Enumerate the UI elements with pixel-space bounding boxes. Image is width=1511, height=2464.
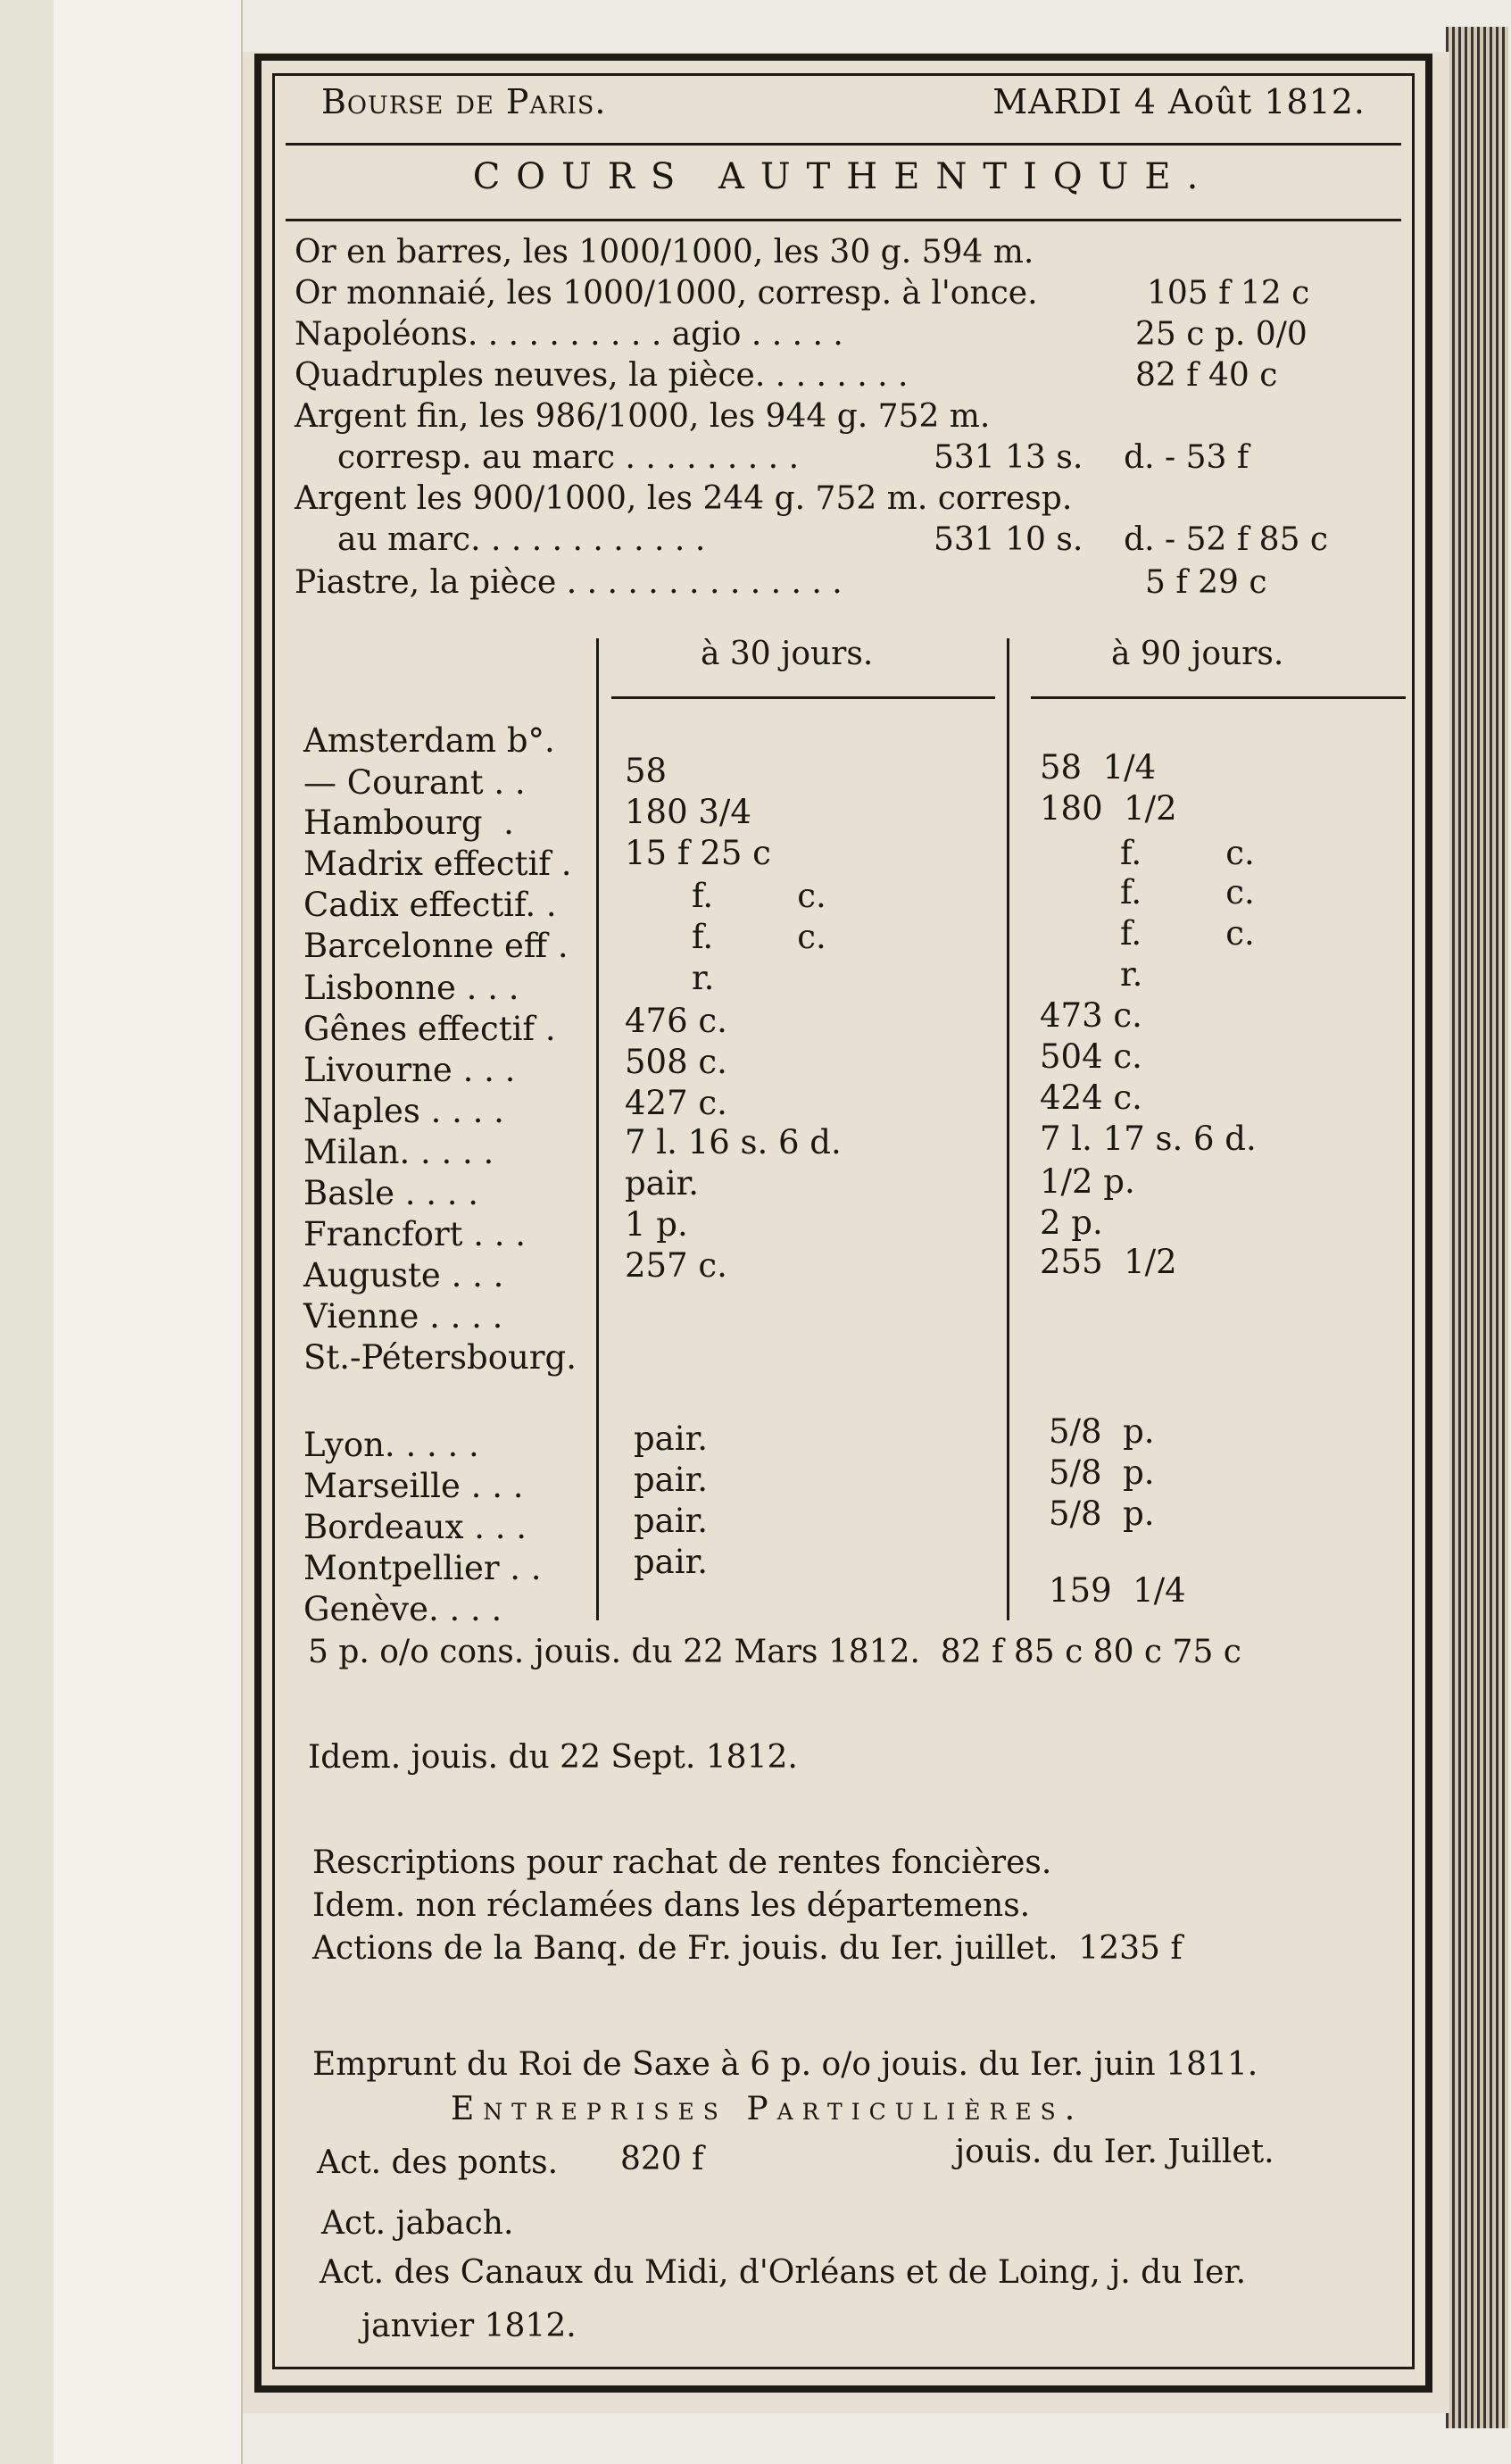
exchange-rate-30: 180 3/4 <box>625 793 751 831</box>
metal-line: au marc. . . . . . . . . . . . 531 10 s. d. - 52 f 85 c <box>337 521 1329 558</box>
exchange-place: Hambourg . <box>303 803 514 842</box>
exchange-rate-30: f. c. <box>692 918 826 956</box>
exchange-place: Marseille . . . <box>303 1467 524 1505</box>
exchange-place: Amsterdam b°. <box>303 721 555 760</box>
exchange-place: Montpellier . . <box>303 1549 542 1587</box>
exchange-place: Naples . . . . <box>303 1092 504 1130</box>
title-rule <box>286 219 1401 221</box>
metal-value: 82 f 40 c <box>1135 357 1278 394</box>
exchange-rate-90: r. <box>1120 955 1143 994</box>
column-rule-30 <box>611 696 995 699</box>
metal-line: Napoléons. . . . . . . . . . agio . . . . . 25 c p. 0/0 <box>295 316 1308 353</box>
exchange-place: Madrix effectif . <box>303 845 572 883</box>
section-heading: Entreprises Particulières. <box>451 2091 1084 2127</box>
exchange-place: Milan. . . . . <box>303 1133 494 1171</box>
exchange-place: — Courant . . <box>303 763 526 802</box>
rente-line: 5 p. o/o cons. jouis. du 22 Mars 1812. 82 f 85 c 80 c 75 c <box>308 1634 1241 1670</box>
exchange-rate-90: 159 1/4 <box>1049 1571 1186 1610</box>
exchange-place: Genève. . . . <box>303 1590 502 1628</box>
exchange-place: Gênes effectif . <box>303 1010 556 1048</box>
book-binding <box>0 0 54 2464</box>
header-date: MARDI 4 Août 1812. <box>992 82 1366 121</box>
metal-line: Argent les 900/1000, les 244 g. 752 m. corresp. <box>295 480 1073 517</box>
exchange-rate-30: 508 c. <box>625 1043 727 1081</box>
exchange-rate-30: pair. <box>634 1419 708 1458</box>
exchange-rate-30: pair. <box>634 1543 708 1581</box>
exchange-rate-30: 1 p. <box>625 1205 688 1244</box>
canaux-line-2: janvier 1812. <box>361 2308 577 2344</box>
exchange-rate-90: 7 l. 17 s. 6 d. <box>1040 1120 1257 1158</box>
exchange-rate-90: 1/2 p. <box>1040 1162 1135 1201</box>
exchange-place: Auguste . . . <box>303 1256 504 1294</box>
rente-line: Actions de la Banq. de Fr. jouis. du Ier. juillet. 1235 f <box>312 1930 1183 1967</box>
metal-value: 25 c p. 0/0 <box>1135 316 1308 353</box>
column-divider <box>596 638 599 1620</box>
metal-value: 531 13 s. d. - 53 f <box>934 439 1249 476</box>
exchange-rate-30: 7 l. 16 s. 6 d. <box>625 1123 842 1161</box>
page-header <box>321 82 1366 127</box>
exchange-rate-90: f. c. <box>1120 873 1255 912</box>
metal-line: Argent fin, les 986/1000, les 944 g. 752 m. <box>295 398 991 435</box>
exchange-place: Basle . . . . <box>303 1174 479 1212</box>
exchange-rate-90: 504 c. <box>1040 1037 1142 1076</box>
exchange-rate-30: 257 c. <box>625 1246 727 1285</box>
exchange-rate-30: pair. <box>634 1502 708 1540</box>
exchange-place: Vienne . . . . <box>303 1297 503 1336</box>
page-edges <box>1446 27 1508 2428</box>
exchange-rate-30: 15 f 25 c <box>625 834 771 872</box>
exchange-rate-90: 424 c. <box>1040 1078 1142 1117</box>
binding-strip <box>54 0 243 2464</box>
exchange-rate-30: 58 <box>625 752 668 790</box>
exchange-place: Lisbonne . . . <box>303 969 519 1007</box>
exchange-rate-90: 5/8 p. <box>1049 1412 1155 1451</box>
exchange-place: Barcelonne eff . <box>303 927 569 965</box>
header-title: Bourse de Paris. <box>321 82 607 121</box>
exchange-rate-90: 58 1/4 <box>1040 748 1157 787</box>
metal-line: Piastre, la pièce . . . . . . . . . . . . . . 5 f 29 c <box>295 564 1267 601</box>
exchange-rate-30: pair. <box>625 1164 699 1203</box>
rente-line: Rescriptions pour rachat de rentes foncières. <box>312 1844 1052 1881</box>
exchange-rate-30: pair. <box>634 1461 708 1499</box>
exchange-rate-90: f. c. <box>1120 834 1255 872</box>
exchange-rate-30: 476 c. <box>625 1002 727 1040</box>
metal-line: Or en barres, les 1000/1000, les 30 g. 594 m. <box>295 234 1034 271</box>
exchange-rate-30: 427 c. <box>625 1084 727 1122</box>
canaux-line: Act. des Canaux du Midi, d'Orléans et de Loing, j. du Ier. <box>320 2254 1247 2291</box>
exchange-place: Lyon. . . . . <box>303 1426 479 1464</box>
exchange-rate-90: 180 1/2 <box>1040 789 1177 828</box>
column-header-30-days: à 30 jours. <box>701 636 874 672</box>
page-title: COURS AUTHENTIQUE. <box>472 156 1215 197</box>
metal-line: corresp. au marc . . . . . . . . . 531 13 s. d. - 53 f <box>337 439 1249 476</box>
rente-line: Idem. non réclamées dans les départemens. <box>312 1887 1031 1924</box>
exchange-rate-90: 473 c. <box>1040 996 1142 1035</box>
exchange-place: Bordeaux . . . <box>303 1508 527 1546</box>
exchange-rate-90: f. c. <box>1120 914 1255 953</box>
header-rule <box>286 143 1401 146</box>
exchange-place: Cadix effectif. . <box>303 886 557 924</box>
exchange-rate-90: 255 1/2 <box>1040 1243 1177 1281</box>
exchange-place: Francfort . . . <box>303 1215 527 1253</box>
ponts-jouis: jouis. du Ier. Juillet. <box>955 2134 1274 2170</box>
exchange-rate-90: 2 p. <box>1040 1203 1103 1242</box>
column-divider <box>1007 638 1009 1620</box>
exchange-rate-30: r. <box>692 959 715 997</box>
metal-value: 531 10 s. d. - 52 f 85 c <box>934 521 1329 558</box>
exchange-place: Livourne . . . <box>303 1051 516 1089</box>
exchange-rate-90: 5/8 p. <box>1049 1494 1155 1533</box>
exchange-place: St.-Pétersbourg. <box>303 1338 577 1377</box>
jabach-line: Act. jabach. <box>321 2205 514 2242</box>
exchange-rate-30: f. c. <box>692 877 826 915</box>
column-header-90-days: à 90 jours. <box>1111 636 1284 672</box>
metal-value: 5 f 29 c <box>1145 564 1267 601</box>
ponts-label: Act. des ponts. <box>317 2144 559 2181</box>
metal-line: Quadruples neuves, la pièce. . . . . . . . 82 f 40 c <box>295 357 1278 394</box>
metal-line: Or monnaié, les 1000/1000, corresp. à l'once. 105 f 12 c <box>295 275 1310 312</box>
column-rule-90 <box>1031 696 1406 699</box>
ponts-value: 820 f <box>620 2141 704 2177</box>
exchange-rate-90: 5/8 p. <box>1049 1453 1155 1492</box>
metal-value: 105 f 12 c <box>1147 275 1310 312</box>
rente-line: Idem. jouis. du 22 Sept. 1812. <box>308 1739 798 1776</box>
rente-line: Emprunt du Roi de Saxe à 6 p. o/o jouis. du Ier. juin 1811. <box>312 2046 1258 2083</box>
